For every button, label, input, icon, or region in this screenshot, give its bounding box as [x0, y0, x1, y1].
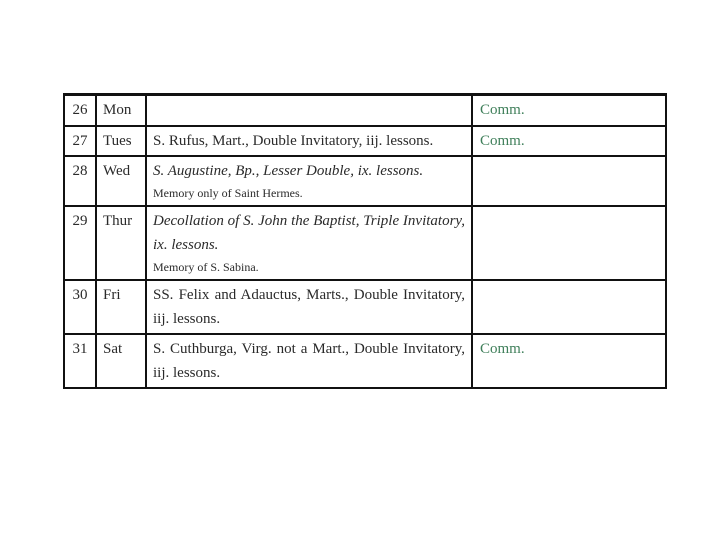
table-row: [64, 156, 666, 206]
office-text: S. Augustine, Bp., Lesser Double, ix. lessons.: [153, 163, 424, 179]
commemoration-note: Comm.: [472, 334, 666, 388]
day-number: 27: [64, 126, 96, 156]
weekday: Tues: [96, 126, 146, 156]
office-cell: [146, 206, 472, 280]
office-cell: [146, 126, 472, 156]
memory-note: Memory only of Saint Hermes.: [153, 186, 303, 200]
office-text: S. Rufus, Mart., Double Invitatory, iij. lessons.: [153, 133, 434, 149]
table-row: [64, 334, 666, 388]
weekday: Thur: [96, 206, 146, 280]
day-number: 28: [64, 156, 96, 206]
commemoration-note: [472, 156, 666, 206]
commemoration-note: [472, 206, 666, 280]
memory-note: Memory of S. Sabina.: [153, 260, 259, 274]
office-cell: [146, 95, 472, 127]
day-number: 31: [64, 334, 96, 388]
weekday: Fri: [96, 280, 146, 334]
weekday: Mon: [96, 95, 146, 127]
office-cell: [146, 334, 472, 388]
office-text: Decollation of S. John the Baptist, Triple Invitatory, ix. lessons.: [153, 213, 465, 253]
table-row: [64, 126, 666, 156]
table-row: [64, 206, 666, 280]
office-cell: [146, 280, 472, 334]
day-number: 30: [64, 280, 96, 334]
calendar-table: [63, 93, 667, 389]
table-row: [64, 280, 666, 334]
commemoration-note: Comm.: [472, 126, 666, 156]
commemoration-note: [472, 280, 666, 334]
day-number: 29: [64, 206, 96, 280]
office-text: SS. Felix and Adauctus, Marts., Double Invitatory, iij. lessons.: [153, 287, 465, 327]
table-row: [64, 95, 666, 127]
office-cell: [146, 156, 472, 206]
weekday: Wed: [96, 156, 146, 206]
day-number: 26: [64, 95, 96, 127]
office-text: S. Cuthburga, Virg. not a Mart., Double Invitatory, iij. lessons.: [153, 341, 465, 381]
weekday: Sat: [96, 334, 146, 388]
commemoration-note: Comm.: [472, 95, 666, 127]
